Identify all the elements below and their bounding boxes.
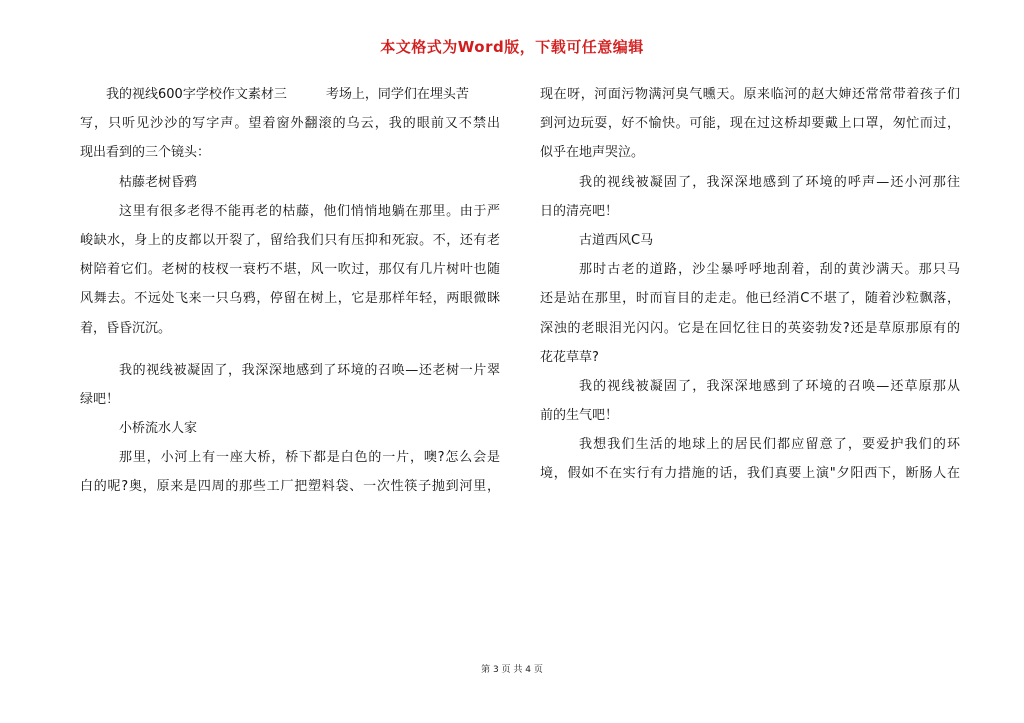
document-banner: 本文格式为Word版，下载可任意编辑	[380, 38, 644, 56]
paragraph-line: 那里，小河上有一座大桥，桥下都是白色的一片，噢?怎么会是	[119, 450, 500, 466]
left-text-column	[80, 80, 500, 502]
paragraph-line: 境，假如不在实行有力措施的话，我们真要上演"夕阳西下，断肠人在	[540, 466, 960, 482]
paragraph-line: 绿吧！	[80, 391, 120, 407]
paragraph-line: 我的视线600字学校作文素材三 考场上，同学们在埋头苦	[106, 87, 469, 102]
paragraph-line: 这里有很多老得不能再老的枯藤，他们悄悄地躺在那里。由于严	[119, 203, 500, 219]
paragraph-line: 还是站在那里，时而盲目的走走。他已经消C不堪了，随着沙粒飘落，	[540, 291, 960, 307]
paragraph-line: 我的视线被凝固了，我深深地感到了环境的召唤—还草原那从	[579, 378, 960, 394]
paragraph-line: 前的生气吧！	[540, 408, 619, 424]
paragraph-line: 树陪着它们。老树的枝杈一衰朽不堪，风一吹过，那仅有几片树叶也随	[80, 262, 500, 278]
paragraph-line: 我想我们生活的地球上的居民们都应留意了，要爱护我们的环	[579, 437, 960, 453]
section-heading: 小桥流水人家	[119, 421, 198, 437]
paragraph-line: 那时古老的道路，沙尘暴呼呼地刮着，刮的黄沙满天。那只马	[579, 262, 960, 278]
paragraph-line: 似乎在地声哭泣。	[540, 145, 645, 161]
paragraph-line: 花花草草?	[540, 349, 599, 365]
paragraph-line: 白的呢?奥，原来是四周的那些工厂把塑料袋、一次性筷子抛到河里，	[80, 479, 500, 495]
section-heading: 古道西风C马	[579, 232, 654, 248]
paragraph-line: 深浊的老眼泪光闪闪。它是在回忆往日的英姿勃发?还是草原那原有的	[540, 320, 960, 336]
paragraph-line: 现出看到的三个镜头：	[80, 145, 211, 161]
paragraph-line: 我的视线被凝固了，我深深地感到了环境的呼声—还小河那往	[579, 174, 960, 190]
paragraph-line: 着，昏昏沉沉。	[80, 320, 172, 336]
page-number: 第 3 页 共 4 页	[481, 665, 543, 675]
right-text-column	[540, 80, 960, 489]
paragraph-line: 到河边玩耍，好不愉快。可能，现在过这桥却要戴上口罩，匆忙而过，	[540, 116, 960, 132]
paragraph-line: 峻缺水，身上的皮都以开裂了，留给我们只有压抑和死寂。不，还有老	[80, 232, 500, 248]
paragraph-line: 风舞去。不远处飞来一只乌鸦，停留在树上，它是那样年轻，两眼微眯	[80, 291, 500, 307]
section-heading: 枯藤老树昏鸦	[119, 174, 198, 190]
paragraph-line: 日的清亮吧！	[540, 203, 619, 219]
paragraph-line: 我的视线被凝固了，我深深地感到了环境的召唤—还老树一片翠	[119, 362, 500, 378]
paragraph-line: 现在呀，河面污物满河臭气曛天。原来临河的赵大婶还常常带着孩子们	[540, 87, 960, 102]
paragraph-line: 写，只听见沙沙的写字声。望着窗外翻滚的乌云，我的眼前又不禁出	[80, 116, 500, 132]
